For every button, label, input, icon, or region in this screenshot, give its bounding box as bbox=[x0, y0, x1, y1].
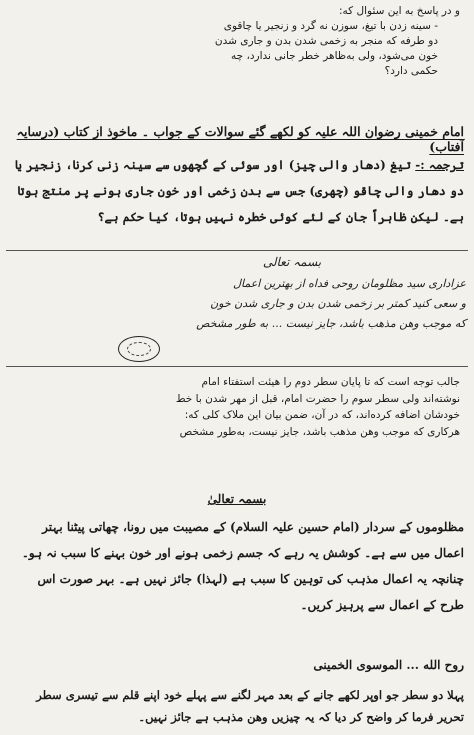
signature: روح الله ... الموسوی الخمینی bbox=[313, 658, 464, 672]
persian-question-block bbox=[0, 0, 474, 120]
official-seal-icon bbox=[118, 336, 160, 362]
letter-line-2: و سعی کنید کمتر بر زخمی شدن بدن و جاری شدن خون bbox=[210, 297, 466, 310]
question-line-1: - سینه زدن با تیغ، سوزن نه گرد و زنجیر یا چاقوی bbox=[223, 20, 438, 32]
translation-text: تیغ (دھار والی چیز) اور سوئی کے گچھوں سے سینہ زنی کرنا، زنجیر یا دو دھار والی چاقو (چھری) جس سے بدن زخمی اور خون جاری ہونے پر منتج ہوتا ہے۔ لیکن ظاہراً جان کے لئے کوئی خطرہ نہیں ہوتا، کیا حکم ہے؟ bbox=[14, 158, 464, 224]
question-line-2: دو طرفه که منجر به زخمی شدن بدن و جاری شدن bbox=[214, 35, 438, 47]
explanation-line-3: خودشان اضافه کرده‌اند، که در آن، ضمن بیان این ملاک کلی که: bbox=[184, 409, 460, 421]
answer-text: مظلوموں کے سردار (امام حسین علیہ السلام) کے مصیبت میں رونا، چھاتی پیٹنا بہتر اعمال میں سے ہے۔ کوشش یہ رہے کہ جسم زخمی ہونے اور خون بہنے کا سبب نہ ہو۔ چنانچہ یہ اعمال مذہب کی توہین کا سبب ہے (لہذا) جائز نہیں ہے۔ بہر صورت اس طرح کے اعمال سے پرہیز کریں۔ bbox=[21, 520, 464, 612]
handwritten-letter bbox=[112, 252, 472, 364]
section-divider bbox=[6, 366, 468, 367]
question-intro: و در پاسخ به این سئوال که: bbox=[338, 5, 460, 17]
explanation-line-1: جالب توجه است که تا پایان سطر دوم را هیئت استفتاء امام bbox=[201, 376, 460, 388]
footer-note: پہلا دو سطر جو اوپر لکھے جانے کے بعد مہر لگنے سے پہلے خود اپنے قلم سے تیسری سطر تحریر فرما کر واضح کر دیا کہ یہ چیزیں وھن مذہب ہے جائز نہیں۔ bbox=[36, 688, 464, 724]
answer-basmala: بسمہ تعالیٰ bbox=[207, 492, 267, 506]
section-divider bbox=[6, 250, 468, 251]
explanation-line-4: هرکاری که موجب وهن مذهب باشد، جایز نیست، به‌طور مشخص bbox=[179, 425, 460, 438]
letter-line-1: عزاداری سید مظلومان روحی فداه از بهترین اعمال bbox=[232, 277, 466, 290]
urdu-answer-block bbox=[0, 486, 474, 666]
persian-explanation-block bbox=[0, 368, 474, 486]
urdu-headline: امام خمینی رضوان اللہ علیہ کو لکھے گئے سوالات کے جواب ۔ ماخوذ از کتاب (درسایہ آفتاب) bbox=[16, 124, 464, 154]
letter-line-3: که موجب وهن مذهب باشد، جایز نیست ... به طور مشخص bbox=[196, 317, 466, 330]
letter-basmala: بسمہ تعالی bbox=[262, 255, 322, 269]
explanation-line-2: نوشته‌اند ولی سطر سوم را حضرت امام، قبل از مهر شدن با خط bbox=[175, 392, 460, 405]
urdu-translation-block bbox=[0, 150, 474, 250]
question-line-3: خون می‌شود، ولی به‌ظاهر خطر جانی ندارد، چه bbox=[231, 50, 438, 62]
question-line-4: حکمی دارد؟ bbox=[384, 65, 438, 77]
translation-label: ترجمہ :- bbox=[415, 158, 464, 172]
